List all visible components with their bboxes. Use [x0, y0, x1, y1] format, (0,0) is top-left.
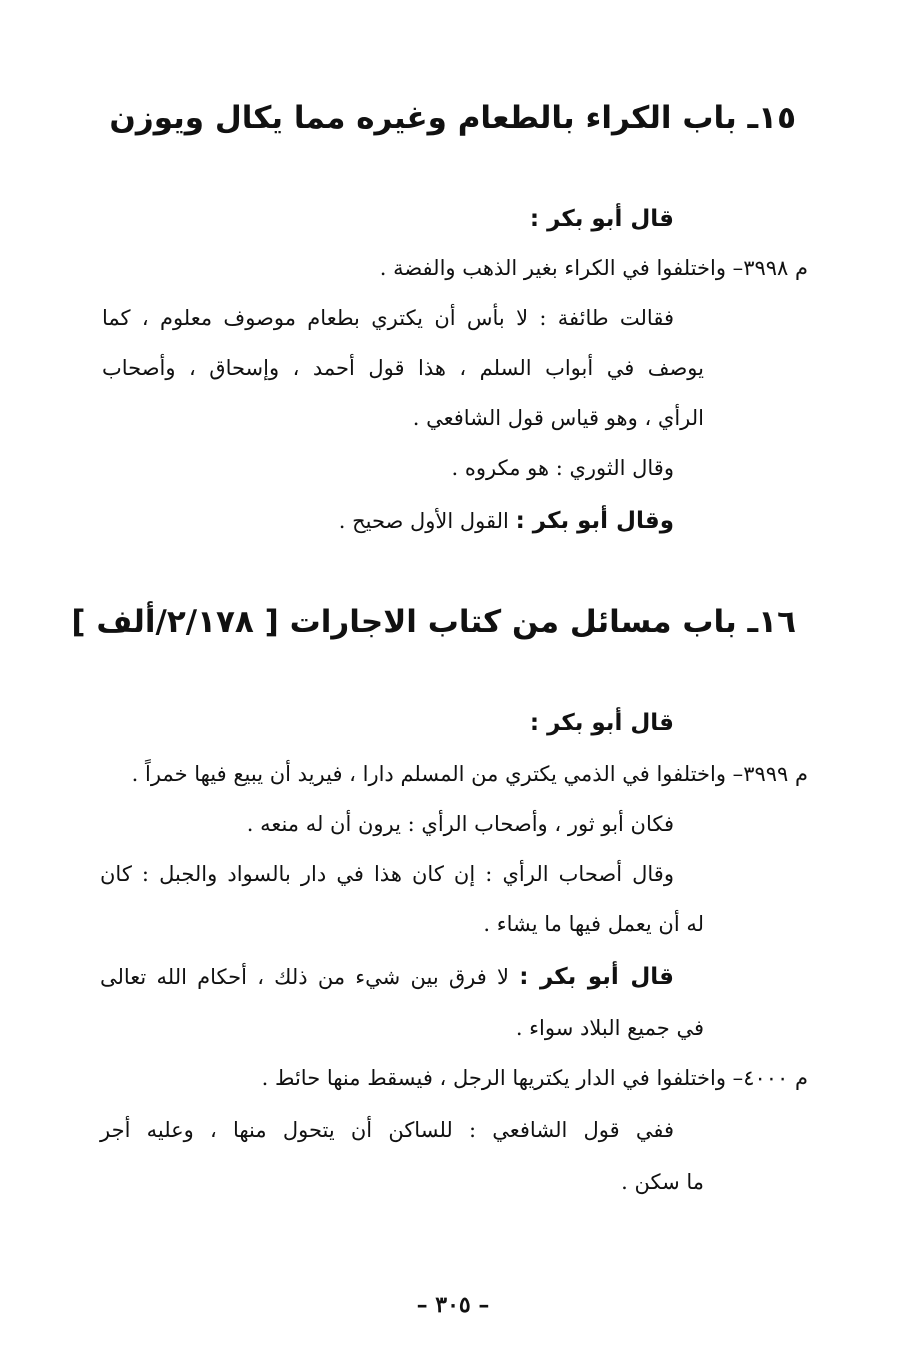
page-number: – ٣٠٥ – — [416, 1292, 490, 1318]
item-3998: م ٣٩٩٨– واختلفوا في الكراء بغير الذهب والفضة . — [379, 256, 808, 280]
paragraph-line — [339, 510, 674, 533]
paragraph-line — [100, 966, 674, 989]
statement-text: لا فرق بين شيء من ذلك ، أحكام الله تعالى — [100, 965, 509, 989]
paragraph-line: ففي قول الشافعي : للساكن أن يتحول منها ، وعليه أجر — [100, 1118, 674, 1142]
intro-line: قال أبو بكر : — [529, 710, 674, 736]
paragraph-line: وقال الثوري : هو مكروه . — [451, 456, 674, 480]
section-heading-16: ١٦ـ باب مسائل من كتاب الاجارات [ ٢/١٧٨/ألف ] — [71, 604, 796, 640]
paragraph-line: ما سكن . — [621, 1170, 704, 1194]
paragraph-line: له أن يعمل فيها ما يشاء . — [483, 912, 704, 936]
paragraph-line: فكان أبو ثور ، وأصحاب الرأي : يرون أن له منعه . — [246, 812, 674, 836]
item-3999: م ٣٩٩٩– واختلفوا في الذمي يكتري من المسلم دارا ، فيريد أن يبيع فيها خمراً . — [131, 762, 808, 786]
paragraph-line: فقالت طائفة : لا بأس أن يكتري بطعام موصوف معلوم ، كما — [102, 306, 674, 330]
paragraph-line: الرأي ، وهو قياس قول الشافعي . — [412, 406, 704, 430]
item-4000: م ٤٠٠٠– واختلفوا في الدار يكتريها الرجل ، فيسقط منها حائط . — [261, 1066, 808, 1090]
speaker-label: قال أبو بكر : — [519, 964, 674, 990]
speaker-label: وقال أبو بكر : — [515, 508, 674, 534]
paragraph-line: وقال أصحاب الرأي : إن كان هذا في دار بالسواد والجبل : كان — [100, 862, 674, 886]
statement-text: القول الأول صحيح . — [338, 509, 509, 533]
paragraph-line: في جميع البلاد سواء . — [515, 1016, 704, 1040]
paragraph-line: يوصف في أبواب السلم ، هذا قول أحمد ، وإسحاق ، وأصحاب — [102, 356, 704, 380]
section-heading-15: ١٥ـ باب الكراء بالطعام وغيره مما يكال ويوزن — [109, 100, 796, 136]
intro-line: قال أبو بكر : — [529, 206, 674, 232]
